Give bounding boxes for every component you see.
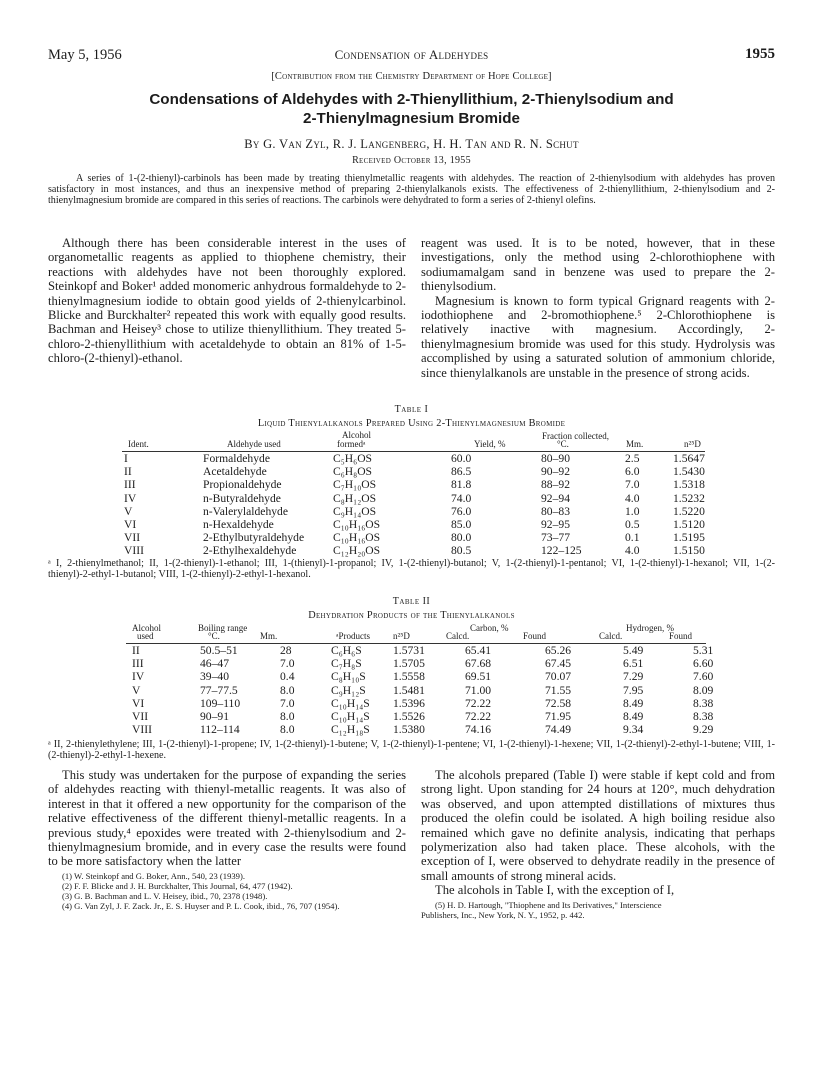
article-title-line2: 2-Thienylmagnesium Bromide: [303, 110, 520, 127]
table-cell-alc: II: [132, 644, 140, 657]
table-cell-nd: 1.5396: [393, 696, 425, 710]
table-cell-nd: 1.5430: [673, 465, 705, 479]
table-cell-hc: 6.51: [623, 657, 644, 671]
table-cell-alcohol: C₆H₈OS: [333, 465, 373, 479]
table2-caption: Dehydration Products of the Thienylalkanols: [308, 610, 515, 621]
table2-header-temp: °C.: [208, 631, 220, 641]
table-cell-alcohol: C₁₂H₂₀OS: [333, 544, 381, 558]
table-cell-ident: I: [124, 452, 128, 465]
table1-header-ident: Ident.: [128, 439, 149, 449]
table-cell-cf: 70.07: [545, 670, 572, 684]
table-cell-cf: 72.58: [545, 696, 572, 710]
abstract: [48, 174, 775, 207]
footnote-5-continued: Publishers, Inc., New York, N. Y., 1952, p. 442.: [421, 909, 585, 920]
table-row: [132, 644, 733, 657]
table1-header-temp: °C.: [557, 439, 569, 449]
table1-caption: Liquid Thienylalkanols Prepared Using 2-Thienylmagnesium Bromide: [257, 418, 566, 429]
table-cell-alcohol: C₁₀H₁₆OS: [333, 518, 381, 532]
table-row: [132, 723, 733, 736]
table-cell-hf: 8.38: [693, 710, 714, 724]
table-row: [124, 505, 721, 518]
table1-header-alcohol: Alcohol: [342, 430, 371, 440]
table-cell-ident: VII: [124, 531, 141, 545]
paragraph: The alcohols prepared (Table I) were stable if kept cold and from strong light. Upon standing for 24 hours at 120°, much dehydration was observed, and upon attempted distillations of mixtures thus produced the olefin could be isolated. A high boiling residue also remained which gave no definite analysis, indicating that perhaps polymerization also had taken place. These alcohols, with the exception of I, were observed to dehydrate readily in the presence of small amounts of strong mineral acids.: [421, 768, 775, 883]
table-row: [124, 531, 721, 544]
table-cell-prod: C₁₂H₁₈S: [331, 723, 370, 737]
table2-header-nd: n²⁵D: [393, 631, 410, 641]
table-cell-mm: 7.0: [280, 696, 295, 710]
body-column-right-top: [421, 236, 775, 380]
table-cell-ident: VI: [124, 518, 137, 532]
table-cell-nd: 1.5195: [673, 531, 705, 545]
table-cell-nd: 1.5120: [673, 518, 705, 532]
table-row: [132, 657, 733, 670]
table-cell-aldehyde: 2-Ethylbutyraldehyde: [203, 531, 305, 545]
table-cell-cc: 72.22: [465, 710, 492, 724]
table1-label: Table I: [394, 404, 429, 415]
table-row: [124, 478, 721, 491]
table-cell-temp: 112–114: [200, 723, 240, 737]
table-cell-mm: 0.1: [625, 531, 640, 545]
table1-header-nd: n²⁵D: [684, 439, 701, 449]
table-cell-temp: 122–125: [541, 544, 582, 558]
table-cell-temp: 77–77.5: [200, 683, 238, 697]
table-cell-hc: 8.49: [623, 710, 644, 724]
table-cell-alc: IV: [132, 670, 145, 684]
table2-header-hydrogen: Hydrogen, %: [626, 623, 674, 633]
table-cell-alc: VII: [132, 710, 149, 724]
table-cell-yield: 85.0: [451, 518, 472, 532]
table-row: [124, 452, 721, 465]
table-cell-cf: 71.95: [545, 710, 572, 724]
table-cell-aldehyde: Propionaldehyde: [203, 478, 282, 492]
table-cell-mm: 1.0: [625, 504, 640, 518]
table1-header-fraction: Fraction collected,: [542, 431, 609, 441]
article-title-line1: Condensations of Aldehydes with 2-Thienyllithium, 2-Thienylsodium and: [149, 91, 674, 108]
table-cell-ident: IV: [124, 491, 137, 505]
table-cell-temp: 39–40: [200, 670, 229, 684]
table-cell-temp: 80–90: [541, 452, 570, 465]
table-cell-nd: 1.5318: [673, 478, 705, 492]
table-cell-cf: 71.55: [545, 683, 572, 697]
table-cell-alcohol: C₈H₁₂OS: [333, 491, 377, 505]
table2-header-c-found: Found: [523, 631, 547, 641]
table-row: [124, 544, 721, 557]
table1-header-alcohol-formed: formedᵃ: [337, 439, 366, 449]
footnote-2: (2) F. F. Blicke and J. H. Burckhalter, This Journal, 64, 477 (1942).: [62, 880, 293, 891]
table-cell-ident: VIII: [124, 544, 144, 558]
table-cell-nd: 1.5558: [393, 670, 425, 684]
table-cell-mm: 28: [280, 644, 292, 657]
table-cell-aldehyde: 2-Ethylhexaldehyde: [203, 544, 297, 558]
footnote-3: (3) G. B. Bachman and L. V. Heisey, ibid., 70, 2378 (1948).: [62, 890, 268, 901]
table-cell-hc: 7.29: [623, 670, 644, 684]
contribution-line: [Contribution from the Chemistry Department of Hope College]: [271, 71, 552, 82]
table-cell-temp: 109–110: [200, 696, 241, 710]
table-cell-prod: C₁₀H₁₄S: [331, 710, 370, 724]
table-cell-prod: C₁₀H₁₄S: [331, 696, 370, 710]
table-cell-cc: 72.22: [465, 696, 492, 710]
table2-header-alcohol: Alcohol: [132, 623, 161, 633]
table-cell-alc: VI: [132, 696, 145, 710]
paragraph: Magnesium is known to form typical Grignard reagents with 2-iodothiophene and 2-bromothiophene.⁵ 2-Chlorothiophene is relatively inactive with magnesium. Accordingly, 2-thienylmagnesium bromide was used for this study. Hydrolysis was accomplished by using a saturated solution of ammonium chloride, since thienylalkanols are unstable in the presence of strong acids.: [421, 293, 775, 380]
table-cell-aldehyde: Formaldehyde: [203, 452, 270, 465]
table2-header-carbon: Carbon, %: [470, 623, 509, 633]
paragraph: This study was undertaken for the purpose of expanding the series of aldehydes reacting with thienyl-metallic reagents. It was also of interest in that it offered a new opportunity for the comparison of the relative effectiveness of the different thienyl-metallic reagents. In a previous study,⁴ epoxides were treated with 2-thienylsodium and 2-thienylmagnesium bromide, and in every case the results were found to be more satisfactory when the latter: [48, 768, 406, 869]
table-cell-nd: 1.5232: [673, 491, 705, 505]
table-row: [132, 697, 733, 710]
table2-header-products: ᵃProducts: [336, 631, 370, 641]
table-cell-alcohol: C₅H₆OS: [333, 452, 373, 465]
table-cell-mm: 7.0: [625, 478, 640, 492]
table-cell-mm: 8.0: [280, 710, 295, 724]
table-cell-ident: II: [124, 465, 132, 479]
table1-header-yield: Yield, %: [474, 439, 506, 449]
table-cell-temp: 92–95: [541, 518, 570, 532]
table-cell-temp: 90–92: [541, 465, 570, 479]
footnote-1: (1) W. Steinkopf and G. Boker, Ann., 540, 23 (1939).: [62, 870, 245, 881]
table-cell-prod: C₇H₈S: [331, 657, 362, 671]
table-cell-hc: 8.49: [623, 696, 644, 710]
body-column-right-bottom: [421, 768, 775, 920]
table-cell-temp: 73–77: [541, 531, 570, 545]
table-cell-cc: 74.16: [465, 723, 492, 737]
table-cell-prod: C₉H₁₂S: [331, 683, 366, 697]
table-cell-hf: 8.38: [693, 696, 714, 710]
body-column-left-top: [48, 236, 406, 366]
table-cell-temp: 92–94: [541, 491, 570, 505]
table-cell-mm: 7.0: [280, 657, 295, 671]
table-cell-yield: 60.0: [451, 452, 472, 465]
table-cell-cc: 65.41: [465, 644, 492, 657]
table-cell-prod: C₈H₁₀S: [331, 670, 366, 684]
table-cell-hf: 7.60: [693, 670, 714, 684]
paragraph: reagent was used. It is to be noted, however, that in these investigations, only the method using 2-chlorothiophene with sodiumamalgam sand in benzene was used to prepare the 2-thienylsodium.: [421, 236, 775, 294]
table-cell-nd: 1.5731: [393, 644, 425, 657]
footnote-5: (5) H. D. Hartough, "Thiophene and Its Derivatives," Interscience: [435, 899, 662, 910]
paragraph: Although there has been considerable interest in the uses of organometallic reagents as applied to thiophene chemistry, their reactions with aldehydes have not been thoroughly explored. Steinkopf and Boker¹ added monomeric anhydrous formaldehyde to 2-thienylmagnesium iodide to obtain good yields of 2-thienylcarbinol. Blicke and Burckhalter² repeated this work with equally good results. Bachman and Heisey³ chose to utilize thienyllithium. They treated 5-chloro-2-thienyllithium with acetaldehyde to obtain an 81% of 1-5-chloro-(2-thienyl)-ethanol.: [48, 236, 406, 366]
table-cell-cf: 67.45: [545, 657, 572, 671]
author-line: By G. Van Zyl, R. J. Langenberg, H. H. Tan and R. N. Schut: [244, 137, 579, 151]
table1-footnote: ᵃ I, 2-thienylmethanol; II, 1-(2-thienyl)-1-ethanol; III, 1-(thienyl)-1-propanol; IV, 1-(2-thienyl)-butanol; V, 1-(2-thienyl)-1-pentanol; VI, 1-(2-thienyl)-1-hexanol; VII, 1-(2-thienyl)-2-ethyl-1-butanol; VIII, 1-(2-thienyl)-2-ethyl-1-hexanol.: [48, 558, 775, 580]
table-row: [124, 465, 721, 478]
table-row: [132, 670, 733, 683]
table-cell-cc: 69.51: [465, 670, 492, 684]
table-cell-temp: 50.5–51: [200, 644, 238, 657]
table1-header-aldehyde: Aldehyde used: [227, 439, 281, 449]
table2-label: Table II: [392, 596, 431, 607]
table1: [124, 452, 721, 558]
table-cell-hf: 6.60: [693, 657, 714, 671]
table-cell-hf: 9.29: [693, 723, 714, 737]
table-cell-yield: 74.0: [451, 491, 472, 505]
table2-header-c-calcd: Calcd.: [446, 631, 470, 641]
table-cell-alc: V: [132, 683, 141, 697]
table-cell-nd: 1.5647: [673, 452, 705, 465]
table-cell-alc: III: [132, 657, 144, 671]
table2-header-mm: Mm.: [260, 631, 278, 641]
header-date: May 5, 1956: [48, 47, 122, 63]
table-cell-hf: 5.31: [693, 644, 714, 657]
header-running-title: Condensation of Aldehydes: [334, 47, 489, 62]
header-page-number: 1955: [745, 46, 775, 62]
table-cell-ident: III: [124, 478, 136, 492]
table2-header-used: used: [137, 631, 154, 641]
table-cell-cc: 71.00: [465, 683, 492, 697]
table-cell-prod: C₆H₆S: [331, 644, 362, 657]
table-cell-mm: 2.5: [625, 452, 640, 465]
table-cell-nd: 1.5481: [393, 683, 425, 697]
table-cell-aldehyde: n-Valerylaldehyde: [203, 504, 288, 518]
footnotes-right: [421, 900, 775, 920]
table-cell-alcohol: C₁₀H₁₆OS: [333, 531, 381, 545]
received-date: Received October 13, 1955: [352, 155, 471, 166]
table-cell-yield: 80.0: [451, 531, 472, 545]
table2-footnote: ᵃ II, 2-thienylethylene; III, 1-(2-thienyl)-1-propene; IV, 1-(2-thienyl)-1-butene; V, 1-(2-thienyl)-1-pentene; VI, 1-(2-thienyl)-1-hexene; VII, 1-(2-thienyl)-2-ethyl-1-butene; VIII, 1-(2-thienyl)-2-ethyl-1-hexene.: [48, 739, 775, 761]
table2-header-h-found: Found: [669, 631, 693, 641]
table-row: [124, 492, 721, 505]
table2: [132, 644, 733, 736]
table-cell-nd: 1.5220: [673, 504, 705, 518]
table-cell-yield: 81.8: [451, 478, 472, 492]
table-row: [132, 684, 733, 697]
table-cell-mm: 4.0: [625, 544, 640, 558]
table-cell-alcohol: C₇H₁₀OS: [333, 478, 377, 492]
table-row: [132, 710, 733, 723]
table-cell-aldehyde: n-Butyraldehyde: [203, 491, 281, 505]
table-cell-yield: 86.5: [451, 465, 472, 479]
table-cell-mm: 6.0: [625, 465, 640, 479]
paragraph: The alcohols in Table I, with the exception of I,: [435, 883, 675, 898]
body-column-left-bottom: [48, 768, 406, 911]
table-cell-temp: 90–91: [200, 710, 229, 724]
table-cell-hf: 8.09: [693, 683, 714, 697]
table-cell-ident: V: [124, 504, 133, 518]
table-cell-aldehyde: n-Hexaldehyde: [203, 518, 274, 532]
table1-header-mm: Mm.: [626, 439, 644, 449]
table-cell-nd: 1.5705: [393, 657, 425, 671]
table2-header-h-calcd: Calcd.: [599, 631, 623, 641]
table-cell-hc: 7.95: [623, 683, 644, 697]
footnote-4: (4) G. Van Zyl, J. F. Zack. Jr., E. S. Huyser and P. L. Cook, ibid., 76, 707 (1954).: [62, 900, 340, 911]
table-cell-mm: 0.4: [280, 670, 295, 684]
table-cell-alcohol: C₉H₁₄OS: [333, 504, 377, 518]
table-cell-hc: 9.34: [623, 723, 644, 737]
table-cell-mm: 0.5: [625, 518, 640, 532]
table2-header-boiling-range: Boiling range: [198, 623, 248, 633]
table-cell-nd: 1.5526: [393, 710, 425, 724]
table-cell-mm: 8.0: [280, 723, 295, 737]
table-cell-temp: 80–83: [541, 504, 570, 518]
table-cell-temp: 46–47: [200, 657, 229, 671]
article-title: [60, 90, 763, 128]
table-cell-nd: 1.5150: [673, 544, 705, 558]
table-row: [124, 518, 721, 531]
table-cell-aldehyde: Acetaldehyde: [203, 465, 267, 479]
table-cell-mm: 8.0: [280, 683, 295, 697]
table-cell-cf: 74.49: [545, 723, 572, 737]
table-cell-yield: 76.0: [451, 504, 472, 518]
table-cell-cf: 65.26: [545, 644, 572, 657]
table-cell-alc: VIII: [132, 723, 152, 737]
abstract-text: A series of 1-(2-thienyl)-carbinols has been made by treating thienylmetallic reagents with aldehydes. The reaction of 2-thienylsodium with aldehydes has proven satisfactory in most instances, and thus an inexpensive method of preparing 2-thienylalkanols exists. The effectiveness of 2-thienyllithium, 2-thienylsodium and 2-thienylmagnesium bromide are compared in this series of reactions. The carbinols were dehydrated to form a series of 2-thienyl olefins.: [48, 173, 775, 206]
footnotes: [48, 871, 406, 911]
table-cell-mm: 4.0: [625, 491, 640, 505]
table-cell-yield: 80.5: [451, 544, 472, 558]
table-cell-temp: 88–92: [541, 478, 570, 492]
table-cell-hc: 5.49: [623, 644, 644, 657]
table-cell-cc: 67.68: [465, 657, 492, 671]
table-cell-nd: 1.5380: [393, 723, 425, 737]
